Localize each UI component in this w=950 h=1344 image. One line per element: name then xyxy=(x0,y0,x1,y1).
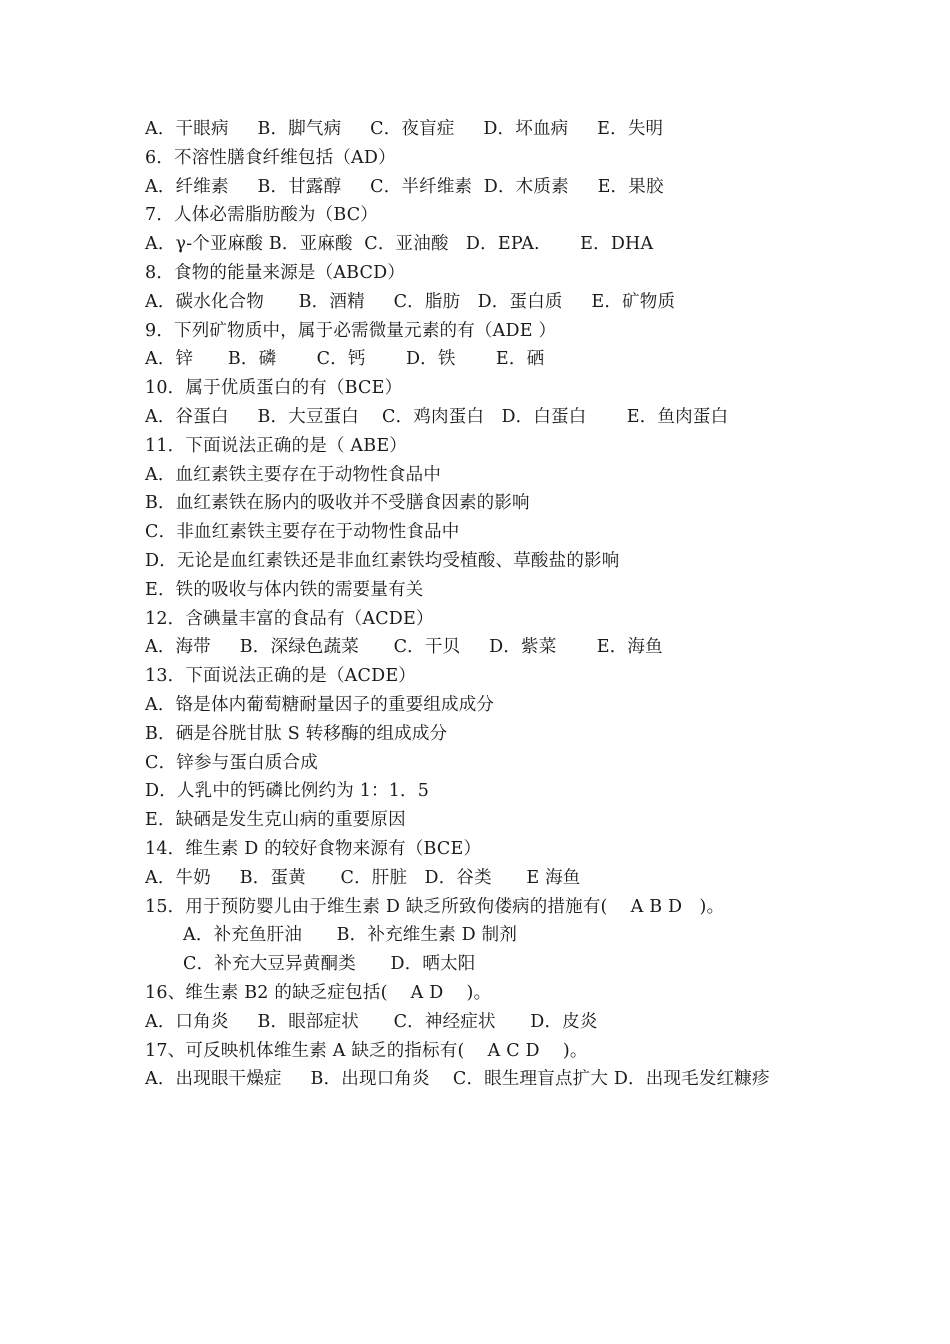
line-option-q13-b: B．硒是谷胱甘肽 S 转移酶的组成成分 xyxy=(145,723,448,744)
line-options-q8: A．碳水化合物 B．酒精 C．脂肪 D．蛋白质 E．矿物质 xyxy=(145,291,676,312)
line-question-12: 12．含碘量丰富的食品有（ACDE） xyxy=(145,608,434,629)
line-question-15: 15．用于预防婴儿由于维生素 D 缺乏所致佝偻病的措施有( A B D )。 xyxy=(145,896,725,917)
line-options-q17: A．出现眼干燥症 B．出现口角炎 C．眼生理盲点扩大 D．出现毛发红糠疹 xyxy=(145,1069,770,1090)
line-question-6: 6．不溶性膳食纤维包括（AD） xyxy=(145,147,396,168)
line-question-13: 13．下面说法正确的是（ACDE） xyxy=(145,666,417,687)
line-question-10: 10．属于优质蛋白的有（BCE） xyxy=(145,378,403,399)
line-question-14: 14．维生素 D 的较好食物来源有（BCE） xyxy=(145,838,482,859)
line-options-q10: A．谷蛋白 B．大豆蛋白 C．鸡肉蛋白 D．白蛋白 E．鱼肉蛋白 xyxy=(145,406,729,427)
line-option-q11-d: D．无论是血红素铁还是非血红素铁均受植酸、草酸盐的影响 xyxy=(145,550,620,571)
line-options-q14: A．牛奶 B．蛋黄 C．肝脏 D．谷类 E 海鱼 xyxy=(145,867,581,888)
line-options-q15-ab: A．补充鱼肝油 B．补充维生素 D 制剂 xyxy=(183,925,518,946)
line-options-q7: A．γ-个亚麻酸 B．亚麻酸 C．亚油酸 D．EPA. E．DHA xyxy=(145,234,654,255)
line-option-q11-e: E．铁的吸收与体内铁的需要量有关 xyxy=(145,579,424,600)
line-option-q13-c: C．锌参与蛋白质合成 xyxy=(145,752,318,773)
line-question-8: 8．食物的能量来源是（ABCD） xyxy=(145,262,406,283)
line-question-7: 7．人体必需脂肪酸为（BC） xyxy=(145,205,379,226)
line-question-17: 17、可反映机体维生素 A 缺乏的指标有( A C D )。 xyxy=(145,1040,588,1061)
line-question-9: 9．下列矿物质中，属于必需微量元素的有（ADE ） xyxy=(145,320,557,341)
line-options-q5: A．干眼病 B．脚气病 C．夜盲症 D．坏血病 E．失明 xyxy=(145,119,664,139)
line-option-q13-e: E．缺硒是发生克山病的重要原因 xyxy=(145,810,406,831)
line-options-q16: A．口角炎 B．眼部症状 C．神经症状 D．皮炎 xyxy=(145,1011,598,1032)
line-option-q11-b: B．血红素铁在肠内的吸收并不受膳食因素的影响 xyxy=(145,493,530,514)
line-question-11: 11．下面说法正确的是（ ABE） xyxy=(145,435,408,456)
line-option-q13-d: D．人乳中的钙磷比例约为 1：1．5 xyxy=(145,781,430,802)
line-option-q11-a: A．血红素铁主要存在于动物性食品中 xyxy=(145,464,442,485)
line-options-q15-cd: C．补充大豆异黄酮类 D．晒太阳 xyxy=(183,954,476,975)
line-option-q13-a: A．铬是体内葡萄糖耐量因子的重要组成成分 xyxy=(145,694,495,715)
line-question-16: 16、维生素 B2 的缺乏症包括( A D )。 xyxy=(145,982,492,1003)
line-option-q11-c: C．非血红素铁主要存在于动物性食品中 xyxy=(145,522,460,543)
line-options-q12: A．海带 B．深绿色蔬菜 C．干贝 D．紫菜 E．海鱼 xyxy=(145,637,663,658)
line-options-q9: A．锌 B．磷 C．钙 D．铁 E．硒 xyxy=(145,349,545,370)
question-text-block xyxy=(145,115,845,1094)
line-options-q6: A．纤维素 B．甘露醇 C．半纤维素 D．木质素 E．果胶 xyxy=(145,176,664,197)
